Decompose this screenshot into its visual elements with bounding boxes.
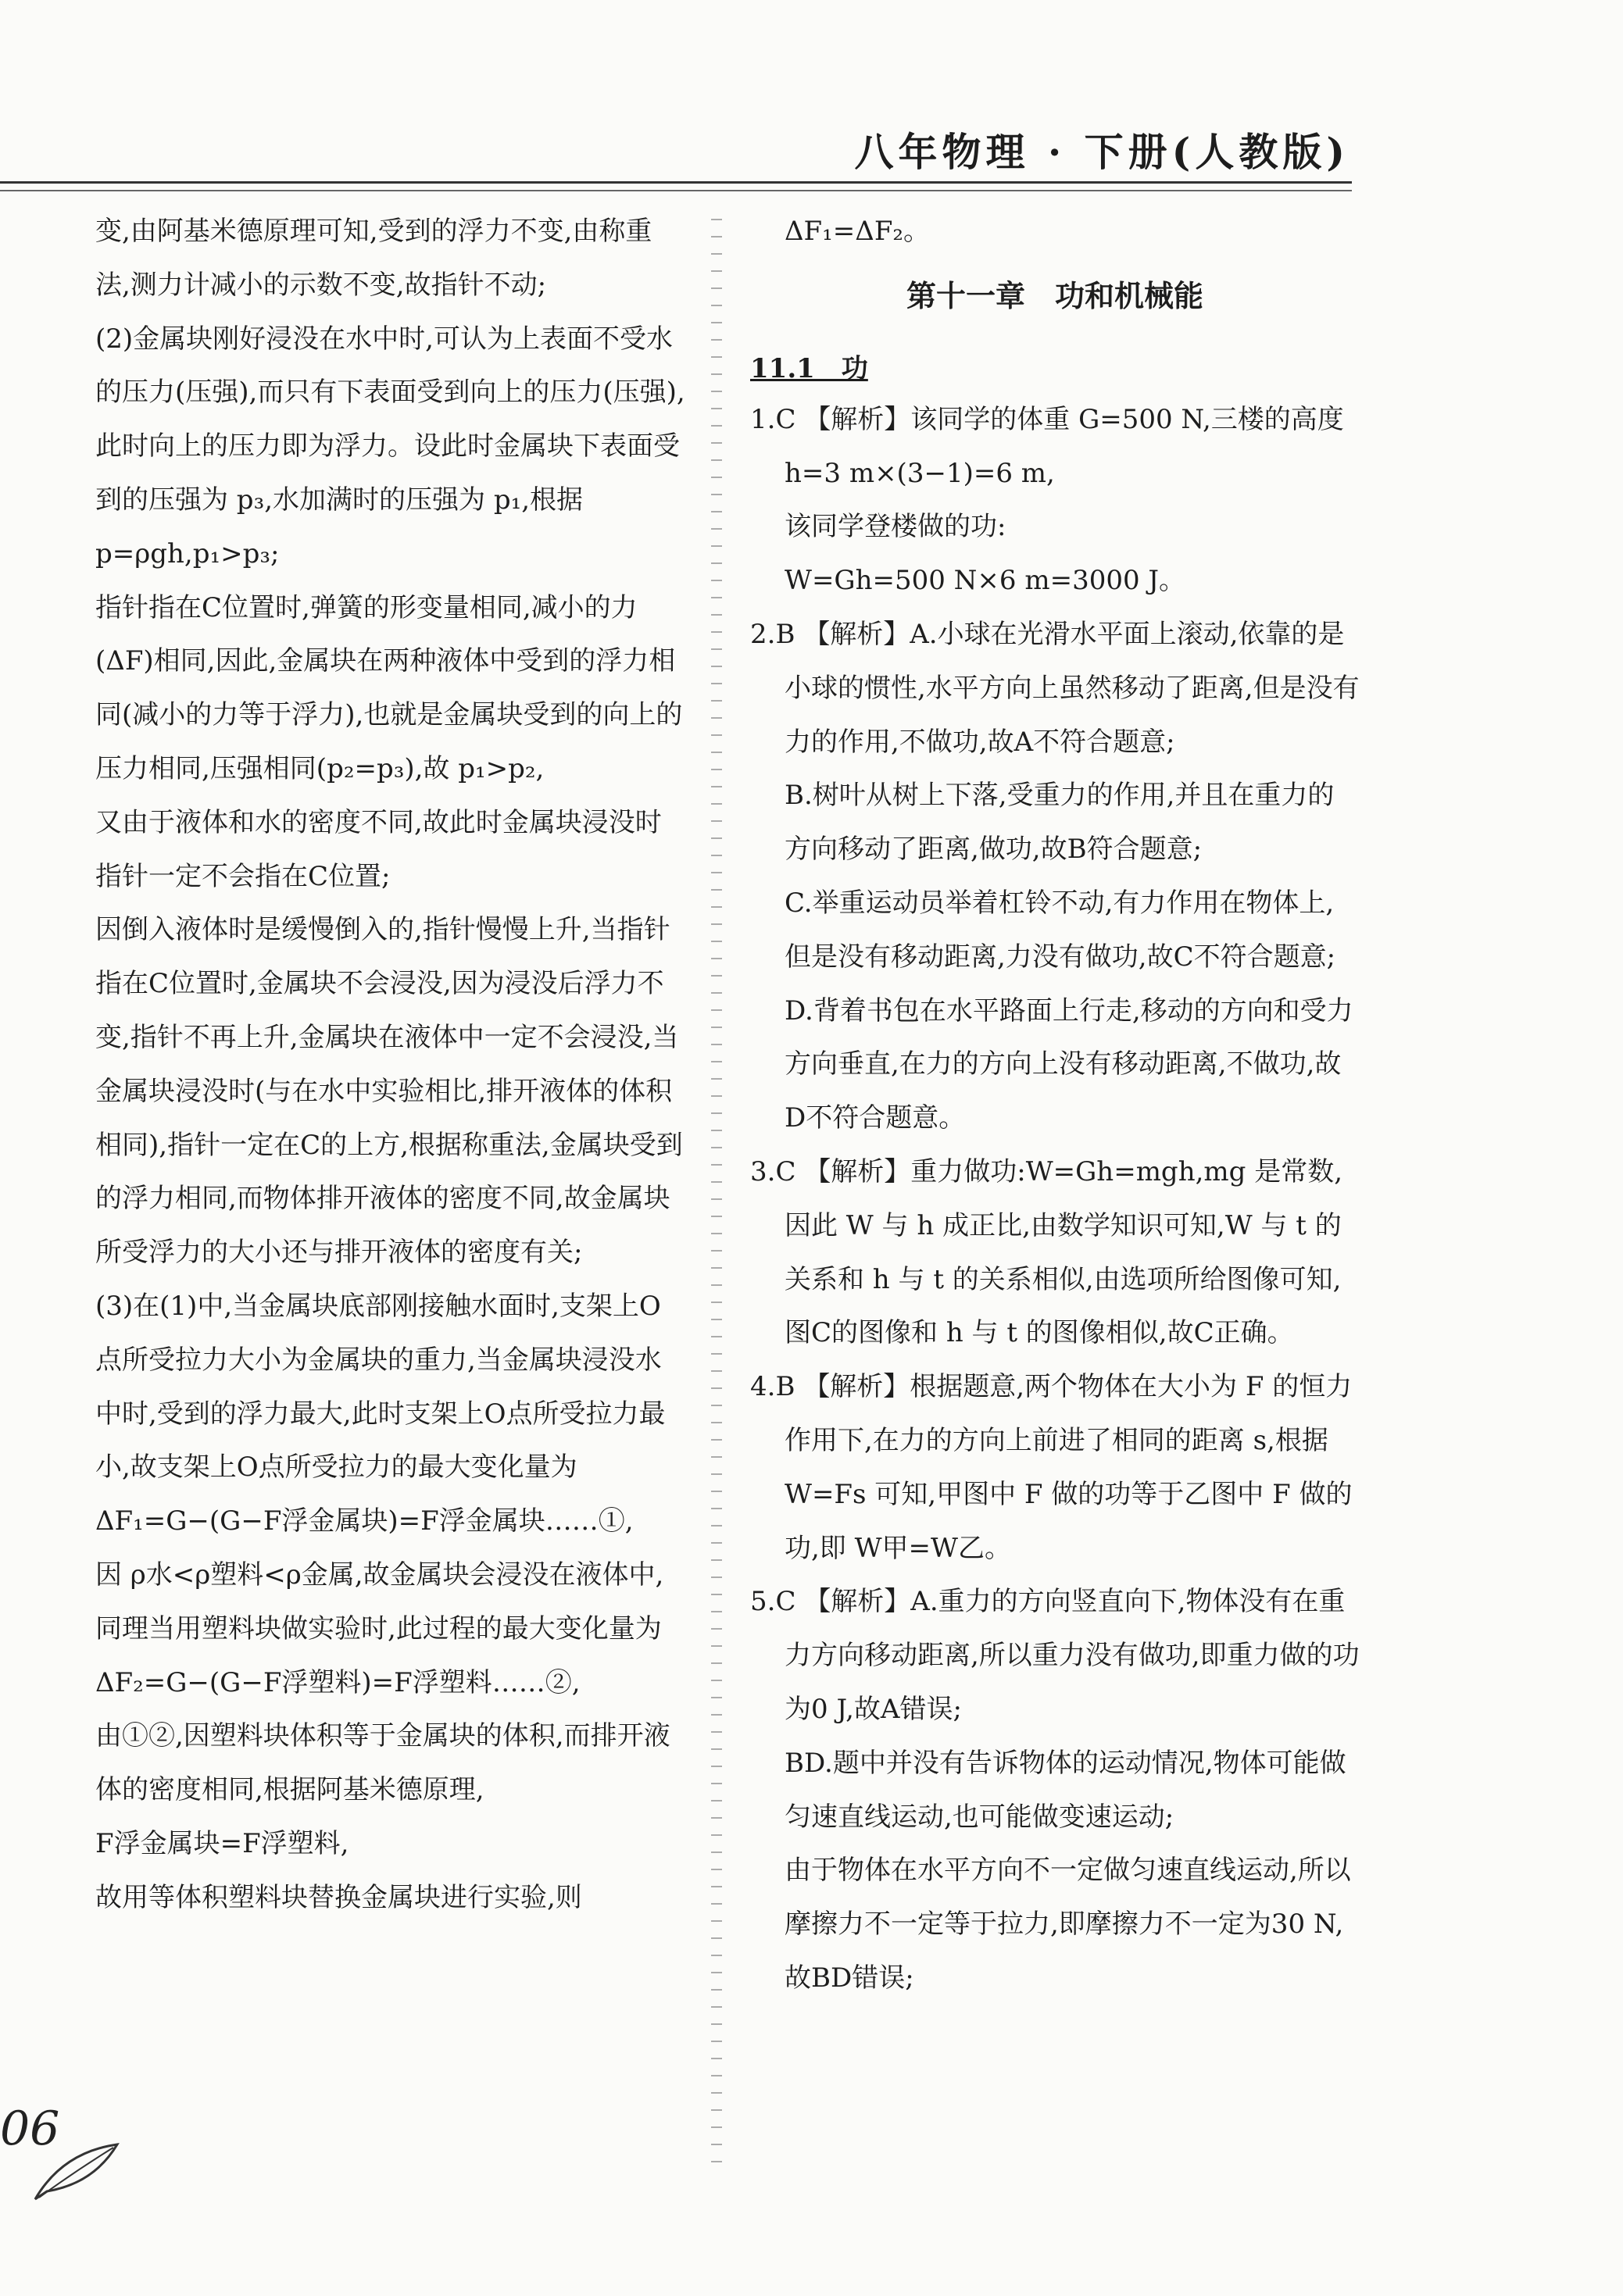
answer-line: 4.B 【解析】根据题意,两个物体在大小为 F 的恒力作用下,在力的方向上前进了相同的距离 s,根据 W=Fs 可知,甲图中 F 做的功等于乙图中 F 做的功,即 W甲=W乙。 [750,1371,1353,1564]
right-column [750,205,1360,2005]
answer-line: 2.B 【解析】A.小球在光滑水平面上滚动,依靠的是小球的惯性,水平方向上虽然移动了距离,但是没有力的作用,不做功,故A不符合题意; [750,618,1360,758]
answer-line: B.树叶从树上下落,受重力的作用,并且在重力的方向移动了距离,做功,故B符合题意; [785,780,1335,866]
answer-line: 1.C 【解析】该同学的体重 G=500 N,三楼的高度 h=3 m×(3−1)=6 m, [750,403,1344,489]
paragraph: (3)在(1)中,当金属块底部刚接触水面时,支架上O点所受拉力大小为金属块的重力,当金属块浸没水中时,受到的浮力最大,此时支架上O点所受拉力最小,故支架上O点所受拉力的最大变化量为 ΔF₁=G−(G−F浮金属块)=F浮金属块……①, [95,1290,666,1537]
answer-item [750,393,1360,608]
answer-line: 5.C 【解析】A.重力的方向竖直向下,物体没有在重力方向移动距离,所以重力没有做功,即重力做的功为0 J,故A错误; [750,1586,1360,1725]
paragraph: 因 ρ水<ρ塑料<ρ金属,故金属块会浸没在液体中,同理当用塑料块做实验时,此过程的最大变化量为 ΔF₂=G−(G−F浮塑料)=F浮塑料……②, [95,1559,664,1698]
paragraph: 指针指在C位置时,弹簧的形变量相同,减小的力(ΔF)相同,因此,金属块在两种液体中受到的浮力相同(减小的力等于浮力),也就是金属块受到的向上的压力相同,压强相同(p₂=p₃),故 p₁>p₂, [95,591,683,784]
answer-item [750,1360,1360,1575]
leaf-ornament-icon [31,2137,125,2207]
chapter-title: 第十一章 功和机械能 [906,277,1203,313]
continuation-line: ΔF₁=ΔF₂。 [785,216,931,247]
answer-line: 该同学登楼做的功: [785,511,1006,543]
paragraph: 又由于液体和水的密度不同,故此时金属块浸没时指针一定不会指在C位置; [95,806,662,892]
answer-line: C.举重运动员举着杠铃不动,有力作用在物体上,但是没有移动距离,力没有做功,故C不符合题意; [785,887,1336,973]
left-column [95,205,685,1925]
answer-line: 由于物体在水平方向不一定做匀速直线运动,所以摩擦力不一定等于拉力,即摩擦力不一定为30 N,故BD错误; [785,1855,1351,1994]
answer-item [750,1145,1360,1360]
paragraph: 由①②,因塑料块体积等于金属块的体积,而排开液体的密度相同,根据阿基米德原理, [95,1720,670,1806]
column-divider [711,211,722,2164]
paragraph: (2)金属块刚好浸没在水中时,可认为上表面不受水的压力(压强),而只有下表面受到向上的压力(压强),此时向上的压力即为浮力。设此时金属块下表面受到的压强为 p₃,水加满时的压强为 p₁,根据 p=ρgh,p₁>p₃; [95,323,685,570]
answer-item [750,1575,1360,2005]
paragraph: F浮金属块=F浮塑料, [95,1827,349,1859]
paragraph: 因倒入液体时是缓慢倒入的,指针慢慢上升,当指针指在C位置时,金属块不会浸没,因为浸没后浮力不变,指针不再上升,金属块在液体中一定不会浸没,当金属块浸没时(与在水中实验相比,排开液体的体积相同),指针一定在C的上方,根据称重法,金属块受到的浮力相同,而物体排开液体的密度不同,故金属块所受浮力的大小还与排开液体的密度有关; [95,914,683,1269]
answer-line: 3.C 【解析】重力做功:W=Gh=mgh,mg 是常数,因此 W 与 h 成正比,由数学知识可知,W 与 t 的关系和 h 与 t 的关系相似,由选项所给图像可知,图C的图像和 h 与 t 的图像相似,故C正确。 [750,1155,1343,1349]
answer-line: W=Gh=500 N×6 m=3000 J。 [785,565,1186,597]
page-number: 06 [0,2101,60,2156]
answer-line: D.背着书包在水平路面上行走,移动的方向和受力方向垂直,在力的方向上没有移动距离,不做功,故D不符合题意。 [785,994,1353,1134]
paragraph: 故用等体积塑料块替换金属块进行实验,则 [95,1881,582,1913]
answer-line: BD.题中并没有告诉物体的运动情况,物体可能做匀速直线运动,也可能做变速运动; [785,1747,1346,1833]
page-header-title: 八年物理 · 下册(人教版) [854,129,1350,175]
paragraph: 变,由阿基米德原理可知,受到的浮力不变,由称重法,测力计减小的示数不变,故指针不动; [95,216,652,301]
answer-item [750,608,1360,1145]
header-rule [0,181,1352,191]
section-title: 11.1 功 [750,352,868,384]
